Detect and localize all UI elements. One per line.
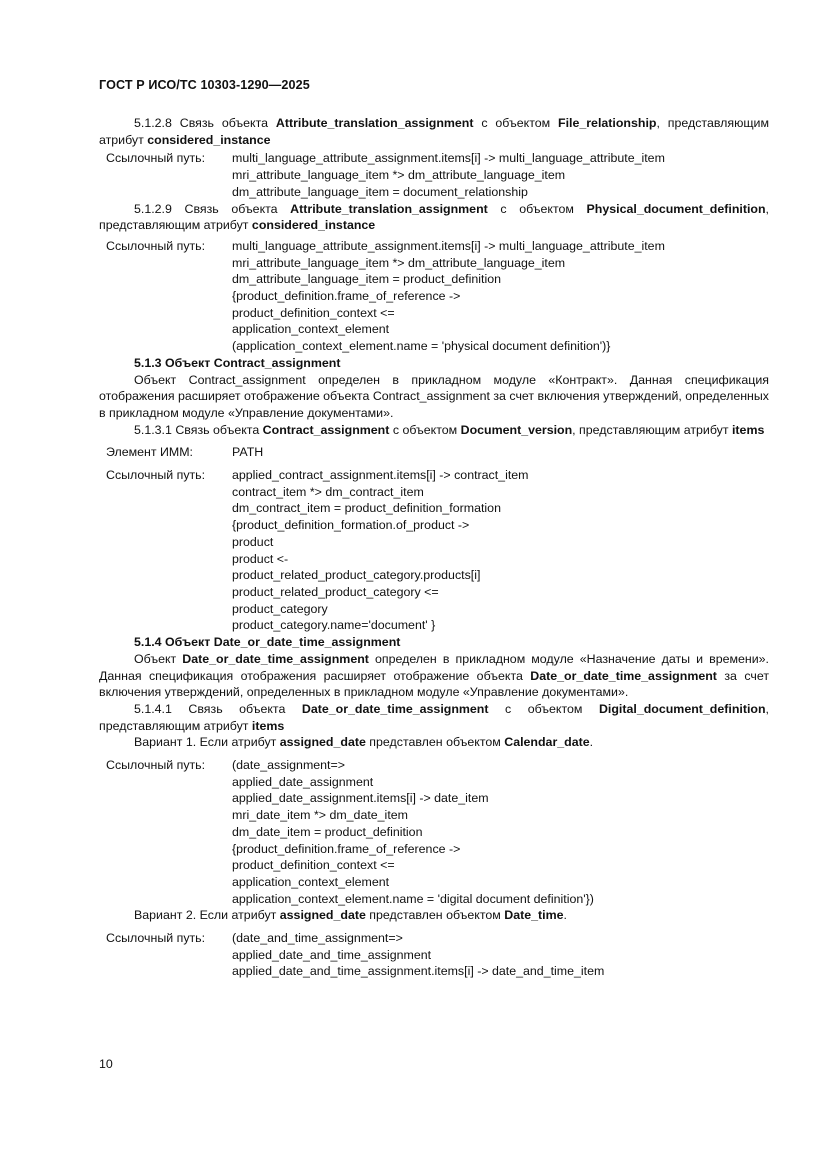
- imm-element-block: [99, 444, 769, 461]
- path-line: dm_contract_item = product_definition_formation: [232, 501, 501, 516]
- text-run: Связь объекта: [171, 116, 276, 130]
- text-run: .: [563, 908, 567, 923]
- attribute-name: assigned_date: [279, 908, 366, 923]
- path-line: product_related_product_category.products[i]: [232, 568, 481, 583]
- reference-path-lines: [232, 150, 769, 200]
- path-line: mri_attribute_language_item *> dm_attribute_language_item: [232, 168, 566, 183]
- path-line: product_definition_context <=: [232, 305, 395, 320]
- path-line: (date_and_time_assignment=>: [232, 931, 403, 946]
- path-line: {product_definition.frame_of_reference ->: [232, 289, 461, 304]
- path-line: mri_attribute_language_item *> dm_attribute_language_item: [232, 255, 566, 270]
- clause-5-1-2-9: [99, 201, 769, 234]
- path-line: {product_definition_formation.of_product ->: [232, 518, 470, 533]
- text-run: Связь объекта: [171, 201, 291, 216]
- entity-name: Date_time: [504, 908, 564, 923]
- text-run: с объектом: [488, 701, 599, 716]
- section-heading-5-1-4: 5.1.4 Объект Date_or_date_time_assignment: [134, 635, 401, 650]
- imm-element-label: Элемент ИММ:: [106, 445, 193, 460]
- text-run: Связь объекта: [171, 701, 302, 716]
- entity-name: Date_or_date_time_assignment: [182, 651, 369, 666]
- entity-name: Physical_document_definition: [586, 201, 766, 216]
- text-run: Связь объекта: [171, 422, 263, 437]
- section-paragraph: [99, 651, 769, 701]
- text-run: с объектом: [389, 422, 461, 437]
- reference-path-label: Ссылочный путь:: [106, 151, 206, 166]
- reference-path-lines: [232, 757, 769, 907]
- attribute-name: items: [251, 718, 285, 733]
- variant-1: [99, 734, 769, 751]
- text-run: представлен объектом: [365, 908, 505, 923]
- path-line: applied_date_and_time_assignment.items[i] -> date_and_time_item: [232, 964, 605, 979]
- reference-path-lines: [232, 467, 769, 634]
- path-line: applied_contract_assignment.items[i] -> contract_item: [232, 468, 529, 483]
- reference-path-block: [99, 930, 769, 980]
- page-number: 10: [99, 1057, 113, 1071]
- clause-number: 5.1.4.1: [134, 701, 172, 716]
- clause-5-1-3-1: [99, 422, 769, 439]
- entity-name: Date_or_date_time_assignment: [530, 668, 717, 683]
- path-line: product_related_product_category <=: [232, 584, 439, 599]
- text-run: .: [589, 735, 594, 750]
- path-line: applied_date_and_time_assignment: [232, 947, 432, 962]
- imm-element-value: PATH: [232, 445, 264, 460]
- text-run: за счет включения утверждений, определенных в прикладном модуле «Управление документами».: [99, 668, 769, 700]
- path-line: dm_attribute_language_item = product_definition: [232, 272, 501, 287]
- entity-name: File_relationship: [558, 116, 657, 130]
- clause-number: 5.1.2.9: [134, 201, 172, 216]
- path-line: product_category: [232, 601, 328, 616]
- document-header: ГОСТ Р ИСО/ТС 10303-1290—2025: [99, 78, 310, 92]
- path-line: contract_item *> dm_contract_item: [232, 484, 424, 499]
- path-line: applied_date_assignment.items[i] -> date_item: [232, 791, 489, 806]
- entity-name: Attribute_translation_assignment: [290, 201, 488, 216]
- path-line: dm_attribute_language_item = document_relationship: [232, 184, 528, 199]
- clause-number: 5.1.2.8: [134, 116, 172, 130]
- path-line: product_definition_context <=: [232, 858, 395, 873]
- text-run: , представляющим атрибут: [99, 116, 770, 147]
- clause-5-1-2-8: [99, 115, 769, 148]
- entity-name: Date_or_date_time_assignment: [301, 701, 489, 716]
- path-line: (application_context_element.name = 'physical document definition')}: [232, 339, 611, 354]
- attribute-name: items: [731, 422, 765, 437]
- page-content: [99, 115, 769, 980]
- reference-path-lines: [232, 930, 769, 980]
- text-run: с объектом: [487, 201, 587, 216]
- entity-name: Digital_document_definition: [598, 701, 766, 716]
- text-run: , представляющим атрибут: [99, 701, 769, 733]
- reference-path-label: Ссылочный путь:: [106, 468, 206, 483]
- path-line: {product_definition.frame_of_reference ->: [232, 841, 461, 856]
- path-line: application_context_element: [232, 322, 390, 337]
- path-line: multi_language_attribute_assignment.items[i] -> multi_language_attribute_item: [232, 238, 665, 253]
- attribute-name: assigned_date: [279, 735, 366, 750]
- variant-2: [99, 907, 769, 924]
- clause-5-1-4-1: [99, 701, 769, 734]
- text-run: определен в прикладном модуле «Назначение даты и времени». Данная спецификация отображения расширяет отображение объекта: [99, 651, 769, 683]
- path-line: application_context_element: [232, 874, 390, 889]
- clause-number: 5.1.3.1: [134, 422, 172, 437]
- entity-name: Calendar_date: [504, 735, 590, 750]
- path-line: (date_assignment=>: [232, 758, 345, 773]
- reference-path-block: [99, 757, 769, 907]
- section-heading-5-1-3: 5.1.3 Объект Contract_assignment: [134, 355, 341, 370]
- reference-path-label: Ссылочный путь:: [106, 931, 206, 946]
- reference-path-block: [99, 467, 769, 634]
- text-run: Объект: [134, 651, 183, 666]
- text-run: представлен объектом: [365, 735, 505, 750]
- text-run: с объектом: [473, 116, 558, 130]
- path-line: applied_date_assignment: [232, 774, 374, 789]
- path-line: application_context_element.name = 'digital document definition'}): [232, 891, 594, 906]
- entity-name: Document_version: [460, 422, 573, 437]
- path-line: product_category.name='document' }: [232, 618, 436, 633]
- text-run: Вариант 1. Если атрибут: [134, 735, 280, 750]
- section-paragraph: Объект Contract_assignment определен в прикладном модуле «Контракт». Данная спецификация отображения расширяет отображение объекта Contract_assignment за счет включения утверждений, определенных в прикладном модуле «Управление документами».: [99, 372, 769, 420]
- entity-name: Contract_assignment: [262, 422, 390, 437]
- reference-path-label: Ссылочный путь:: [106, 238, 206, 253]
- path-line: dm_date_item = product_definition: [232, 824, 423, 839]
- reference-path-label: Ссылочный путь:: [106, 758, 206, 773]
- text-run: , представляющим атрибут: [572, 422, 732, 437]
- reference-path-block: [99, 238, 769, 355]
- reference-path-lines: [232, 238, 769, 355]
- path-line: multi_language_attribute_assignment.items[i] -> multi_language_attribute_item: [232, 151, 665, 166]
- path-line: product <-: [232, 551, 289, 566]
- attribute-name: considered_instance: [251, 218, 376, 233]
- path-line: product: [232, 534, 274, 549]
- text-run: Вариант 2. Если атрибут: [134, 908, 280, 923]
- reference-path-block: [99, 150, 769, 200]
- text-run: , представляющим атрибут: [99, 201, 769, 233]
- entity-name: Attribute_translation_assignment: [275, 116, 474, 130]
- path-line: mri_date_item *> dm_date_item: [232, 808, 408, 823]
- attribute-name: considered_instance: [147, 132, 271, 147]
